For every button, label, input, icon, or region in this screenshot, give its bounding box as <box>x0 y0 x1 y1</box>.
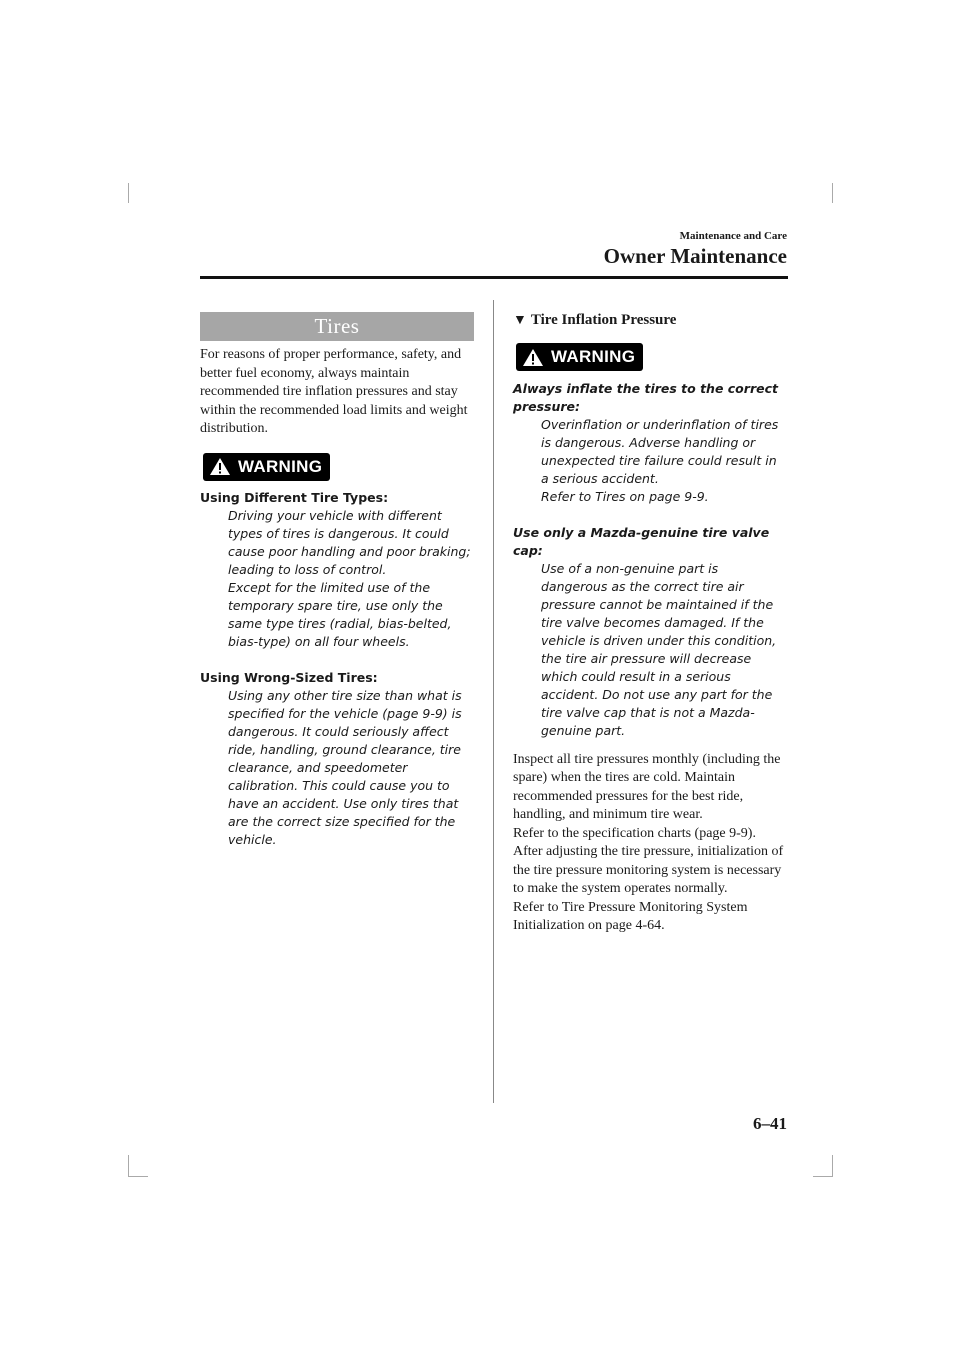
warning-badge <box>516 343 643 371</box>
page-number: 6–41 <box>753 1114 787 1133</box>
warning-badge <box>203 453 330 481</box>
crop-mark <box>832 183 833 203</box>
warning-item-heading: Using Wrong-Sized Tires: <box>200 670 378 685</box>
warning-item-body: Driving your vehicle with different types of tires is dangerous. It could cause poor handling and poor braking; leading to loss of control. <box>228 508 471 577</box>
crop-mark <box>128 1176 148 1177</box>
warning-item-heading: Using Different Tire Types: <box>200 490 389 505</box>
header-rule <box>200 276 788 279</box>
crop-mark <box>128 1155 129 1177</box>
warning-triangle-icon <box>209 457 231 476</box>
warning-triangle-icon <box>522 348 544 367</box>
left-column <box>200 312 474 849</box>
warning-item-body: Use of a non-genuine part is dangerous as the correct tire air pressure cannot be maintained if the tire valve becomes damaged. If the vehicle is driven under this condition, the tire air pressure will decrease which could result in a serious accident. Do not use any part for the tire valve cap that is not a Mazda-genuine part. <box>541 560 777 738</box>
warning-item-body: Except for the limited use of the temporary spare tire, use only the same type tires (radial, bias-belted, bias-type) on all four wheels. <box>228 580 452 649</box>
crop-mark <box>128 183 129 203</box>
warning-item-heading: Always inflate the tires to the correct pressure: <box>513 380 778 414</box>
crop-mark <box>832 1155 833 1177</box>
crop-mark <box>813 1176 833 1177</box>
triangle-bullet-icon: ▼ <box>513 312 527 328</box>
warning-item-body: Refer to Tires on page 9-9. <box>541 488 709 504</box>
warning-label: WARNING <box>238 456 323 476</box>
body-paragraph: After adjusting the tire pressure, initialization of the tire pressure monitoring system is necessary to make the system operates normally. <box>513 844 784 896</box>
body-paragraph: Refer to the specification charts (page 9-9). <box>513 825 756 841</box>
body-paragraph: Refer to Tire Pressure Monitoring System Initialization on page 4-64. <box>513 899 748 933</box>
right-column <box>513 312 788 936</box>
header-section-label: Maintenance and Care <box>679 230 787 242</box>
warning-label: WARNING <box>551 347 636 366</box>
warning-badge-row <box>200 453 474 482</box>
column-divider <box>493 300 494 1103</box>
body-paragraph: Inspect all tire pressures monthly (including the spare) when the tires are cold. Maintain recommended pressures for the best ride, handling, and minimum tire wear. <box>513 751 781 822</box>
warning-badge-row <box>513 343 788 372</box>
warning-item-body: Overinflation or underinflation of tires is dangerous. Adverse handling or unexpected tire failure could result in a serious accident. <box>541 416 779 486</box>
subsection-heading <box>513 312 788 329</box>
page-title: Owner Maintenance <box>603 244 787 268</box>
warning-item-body: Using any other tire size than what is specified for the vehicle (page 9-9) is dangerous. It could seriously affect ride, handling, ground clearance, tire clearance, and speedometer calibration. This could cause you to have an accident. Use only tires that are the correct size specified for the vehicle. <box>228 688 462 847</box>
warning-item-heading: Use only a Mazda-genuine tire valve cap: <box>513 524 770 558</box>
section-banner: Tires <box>200 312 474 341</box>
intro-paragraph: For reasons of proper performance, safety, and better fuel economy, always maintain recommended tire inflation pressures and stay within the recommended load limits and weight distribution. <box>200 347 468 436</box>
subsection-heading-text: Tire Inflation Pressure <box>530 312 677 328</box>
